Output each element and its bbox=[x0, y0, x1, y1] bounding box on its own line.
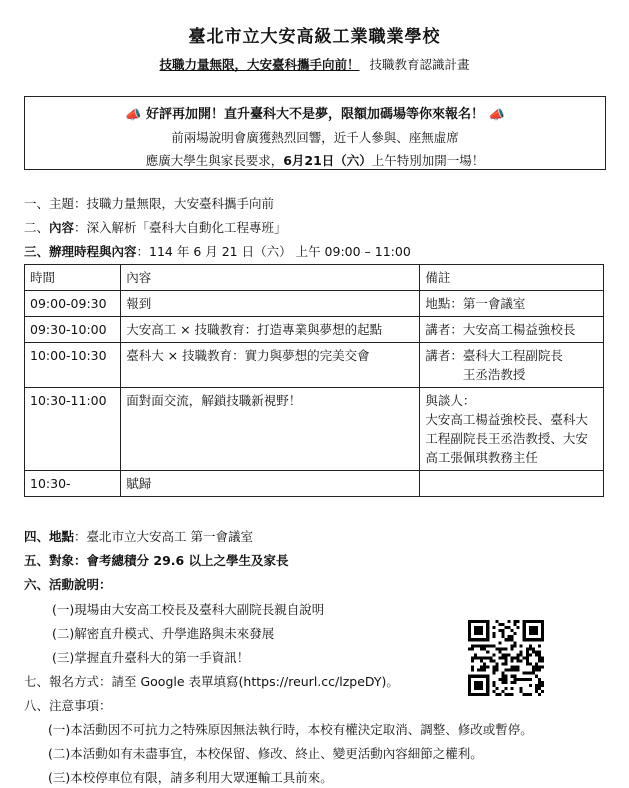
note-line: 王丞浩教授 bbox=[425, 367, 526, 382]
note-cell bbox=[420, 388, 604, 471]
notice-line-3a: 應廣大學生與家長要求， bbox=[145, 153, 284, 168]
note-cell bbox=[420, 291, 604, 317]
cautions-label: 八、注意事項： bbox=[24, 698, 112, 713]
location-value: ：臺北市立大安高工 第一會議室 bbox=[74, 529, 253, 544]
content-cell: 報到 bbox=[121, 291, 420, 317]
schedule-body bbox=[25, 291, 604, 497]
time-cell: 10:30- bbox=[25, 471, 121, 497]
subtitle bbox=[0, 55, 629, 73]
time-cell: 09:00-09:30 bbox=[25, 291, 121, 317]
table-header-row bbox=[25, 265, 604, 291]
schedule-line bbox=[24, 242, 411, 260]
note-line: 講者：臺科大工程副院長 bbox=[425, 348, 563, 363]
note-line: 大安高工楊益強校長、臺科大 bbox=[425, 412, 588, 427]
column-header-content: 內容 bbox=[121, 265, 420, 291]
activity-label bbox=[24, 575, 112, 593]
content-label-bold: 內容 bbox=[49, 220, 75, 235]
notice-date: 6月21日（六） bbox=[283, 153, 372, 168]
content-label: 二、 bbox=[24, 220, 50, 235]
table-row bbox=[25, 343, 604, 388]
table-row bbox=[25, 291, 604, 317]
content-cell: 賦歸 bbox=[121, 471, 420, 497]
activity-item: (二)解密直升模式、升學進路與未來發展 bbox=[52, 626, 275, 641]
content-cell: 大安高工 × 技職教育：打造專業與夢想的起點 bbox=[121, 317, 420, 343]
content-cell: 面對面交流，解鎖技職新視野！ bbox=[121, 388, 420, 471]
audience-line bbox=[24, 551, 289, 569]
note-cell bbox=[420, 317, 604, 343]
notice-headline: 好評再加開！直升臺科大不是夢，限額加碼場等你來報名！ bbox=[145, 107, 484, 122]
activity-item: (一)現場由大安高工校長及臺科大副院長親自說明 bbox=[52, 602, 325, 617]
time-cell: 10:30-11:00 bbox=[25, 388, 121, 471]
note-line: 高工張佩琪教務主任 bbox=[425, 450, 538, 465]
note-line: 與談人： bbox=[425, 393, 476, 408]
qr-code[interactable] bbox=[468, 620, 544, 696]
theme-label: 一、主題： bbox=[24, 196, 87, 211]
content-value: ：深入解析「臺科大自動化工程專班」 bbox=[74, 220, 287, 235]
bulb-icon: 📣 bbox=[488, 108, 505, 123]
bulb-icon: 📣 bbox=[125, 108, 142, 123]
schedule-table bbox=[24, 264, 604, 497]
notice-line-2: 前兩場說明會廣獲熱烈回響，近千人參與、座無虛席 bbox=[171, 130, 459, 145]
table-row bbox=[25, 471, 604, 497]
activity-label-text: 六、活動說明： bbox=[24, 577, 112, 592]
page-title: 臺北市立大安高級工業職業學校 bbox=[188, 27, 441, 47]
theme-line bbox=[24, 194, 274, 212]
notice-box bbox=[24, 96, 606, 170]
caution-item: (三)本校停車位有限，請多利用大眾運輸工具前來。 bbox=[48, 770, 333, 785]
column-header-note: 備註 bbox=[420, 265, 604, 291]
schedule-label: 三、辦理時程與內容 bbox=[24, 244, 137, 259]
note-line: 講者：大安高工楊益強校長 bbox=[425, 322, 576, 337]
note-cell bbox=[420, 343, 604, 388]
caution-item: (二)本活動如有未盡事宜，本校保留、修改、終止、變更活動內容細節之權利。 bbox=[48, 746, 483, 761]
activity-item: (三)掌握直升臺科大的第一手資訊！ bbox=[52, 650, 250, 665]
content-cell: 臺科大 × 技職教育：實力與夢想的完美交會 bbox=[121, 343, 420, 388]
caution-item: (一)本活動因不可抗力之特殊原因無法執行時，本校有權決定取消、調整、修改或暫停。 bbox=[48, 722, 533, 737]
time-cell: 09:30-10:00 bbox=[25, 317, 121, 343]
location-label: 四、地點 bbox=[24, 529, 75, 544]
subtitle-main: 技職力量無限，大安臺科攜手向前！ bbox=[159, 57, 360, 72]
notice-line-3c: 上午特別加開一場！ bbox=[371, 153, 485, 168]
column-header-time: 時間 bbox=[25, 265, 121, 291]
notice-line-3 bbox=[25, 151, 605, 169]
table-row bbox=[25, 388, 604, 471]
table-row bbox=[25, 317, 604, 343]
theme-value: 技職力量無限，大安臺科攜手向前 bbox=[86, 196, 275, 211]
schedule-value: ：114 年 6 月 21 日（六） 上午 09:00 – 11:00 bbox=[136, 244, 411, 259]
note-cell bbox=[420, 471, 604, 497]
note-line bbox=[425, 474, 598, 486]
location-line bbox=[24, 527, 253, 545]
note-line: 地點：第一會議室 bbox=[425, 296, 526, 311]
subtitle-plan: 技職教育認識計畫 bbox=[369, 57, 470, 72]
audience-value: 會考總積分 29.6 以上之學生及家長 bbox=[86, 553, 289, 568]
signup-line: 七、報名方式：請至 Google 表單填寫(https://reurl.cc/lzpeDY)。 bbox=[24, 674, 399, 689]
content-line bbox=[24, 218, 287, 236]
note-line: 工程副院長王丞浩教授、大安 bbox=[425, 431, 588, 446]
time-cell: 10:00-10:30 bbox=[25, 343, 121, 388]
audience-label: 五、對象： bbox=[24, 553, 87, 568]
